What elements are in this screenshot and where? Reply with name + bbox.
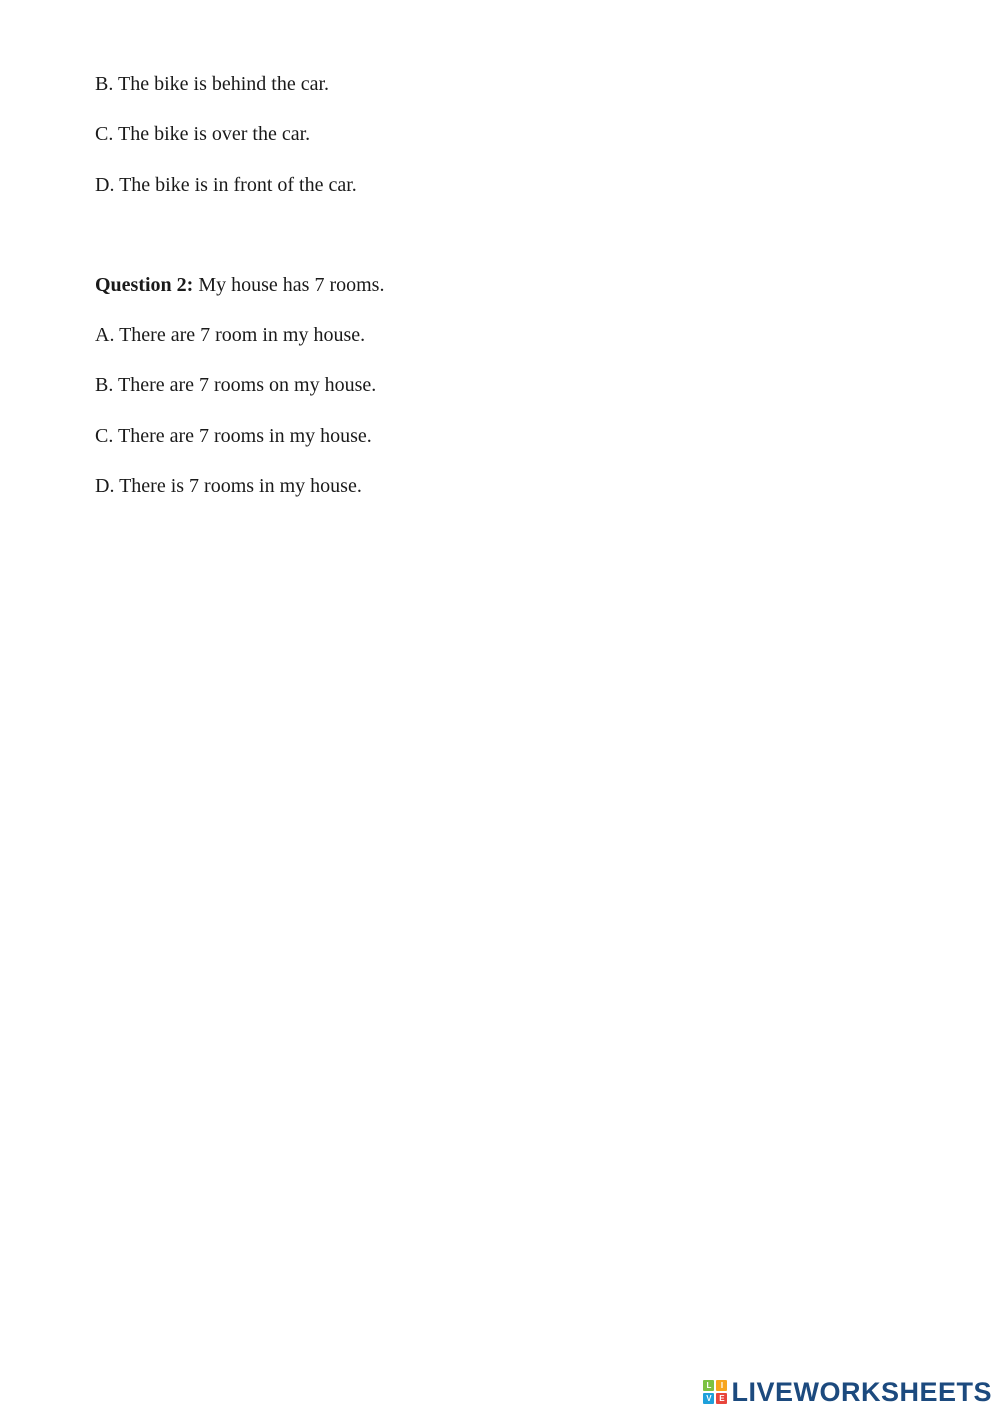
q1-option-c: C. The bike is over the car.	[95, 123, 311, 145]
q2-option-c: C. There are 7 rooms in my house.	[95, 425, 372, 447]
q2-option-a: A. There are 7 room in my house.	[95, 324, 366, 346]
liveworksheets-logo	[703, 1376, 992, 1407]
question-2-prompt: My house has 7 rooms.	[193, 274, 385, 296]
liveworksheets-logo-text: LIVEWORKSHEETS	[731, 1376, 992, 1407]
q1-option-b: B. The bike is behind the car.	[95, 73, 330, 95]
question-2-heading	[95, 273, 384, 297]
logo-mark-l: L	[703, 1380, 714, 1391]
logo-mark-v: V	[703, 1393, 714, 1404]
q1-option-d: D. The bike is in front of the car.	[95, 174, 357, 196]
q2-option-b: B. There are 7 rooms on my house.	[95, 374, 377, 396]
logo-mark-i: I	[716, 1380, 727, 1391]
question-2-label: Question 2:	[95, 274, 194, 296]
q2-option-d: D. There is 7 rooms in my house.	[95, 475, 362, 497]
liveworksheets-logo-icon	[703, 1380, 727, 1404]
logo-mark-e: E	[716, 1393, 727, 1404]
